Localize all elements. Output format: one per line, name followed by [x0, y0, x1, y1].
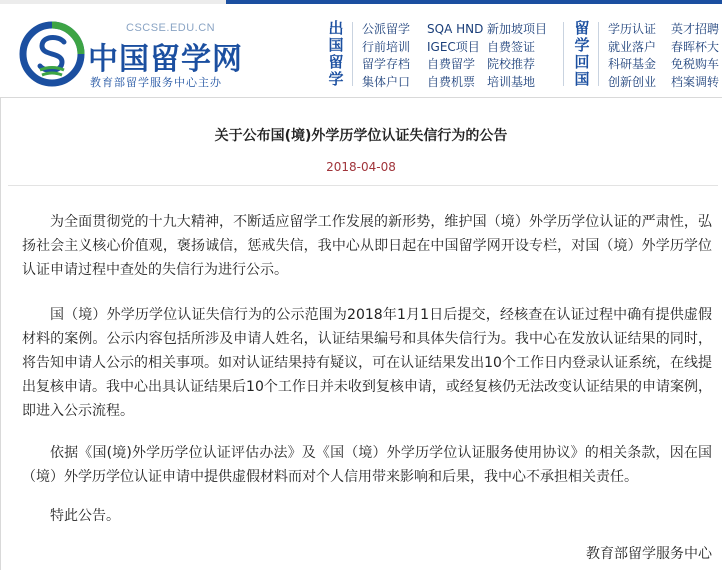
- nav-link-yingcai[interactable]: 英才招聘: [671, 22, 720, 36]
- nav-column: [362, 21, 410, 91]
- article-paragraph: 为全面贯彻党的十九大精神，不断适应留学工作发展的新形势，维护国（境）外学历学位认证的严肃性，弘扬社会主义核心价值观，褒扬诚信，惩戒失信，我中心从即日起在中国留学网开设专栏，对国（境）外学历学位认证申请过程中查处的失信行为进行公示。: [22, 214, 712, 278]
- nav-link-jiuye[interactable]: 就业落户: [608, 39, 657, 54]
- nav-link-chunhui[interactable]: 春晖杯大: [671, 39, 720, 54]
- article-title: 关于公布国(境)外学历学位认证失信行为的公告: [214, 128, 508, 144]
- nav-column: [608, 21, 656, 91]
- article-paragraph: 国（境）外学历学位认证失信行为的公示范围为2018年1月1日后提交，经核查在认证过程中确有提供虚假材料的案例。公示内容包括所涉及申请人姓名，认证结果编号和具体失信行为。我中心在发放认证结果的同时，将告知申请人公示的相关事项。如对认证结果持有疑议，可在认证结果发出10个工作日内登录认证系统，在线提出复核申请。我中心出具认证结果后10个工作日并未收到复核申请，或经复核仍无法改变认证结果的申请案例，即进入公示流程。: [22, 307, 712, 419]
- top-strip-accent: [226, 0, 722, 4]
- top-strip: [0, 0, 722, 4]
- logo-domain: CSCSE.EDU.CN: [126, 22, 216, 34]
- nav-link-qianzheng[interactable]: 自费签证: [487, 39, 536, 54]
- nav-group-title-study-abroad: 出国留学: [328, 19, 344, 88]
- nav-link-xingqian[interactable]: 行前培训: [362, 39, 411, 54]
- site-header: [0, 0, 722, 98]
- nav-link-zifei-liuxue[interactable]: 自费留学: [427, 57, 476, 71]
- article: [0, 98, 722, 570]
- article-signature: 教育部留学服务中心: [586, 546, 712, 562]
- nav-link-gongpai[interactable]: 公派留学: [362, 22, 411, 36]
- article-paragraph: 依据《国(境)外学历学位认证评估办法》及《国（境）外学历学位认证服务使用协议》的相关条款，因在国（境）外学历学位认证申请中提供虚假材料而对个人信用带来影响和后果，我中心不承担相关责任。: [22, 445, 712, 485]
- nav-link-xueli-renzheng[interactable]: 学历认证: [608, 22, 657, 36]
- site-logo[interactable]: [18, 12, 298, 94]
- nav-link-igec[interactable]: IGEC项目: [427, 39, 480, 54]
- nav-link-yuanxiao[interactable]: 院校推荐: [487, 57, 536, 71]
- nav-link-singapore[interactable]: 新加坡项目: [487, 22, 548, 36]
- nav-link-cundang[interactable]: 留学存档: [362, 57, 411, 71]
- nav-column: [487, 21, 547, 91]
- nav-link-peixun[interactable]: 培训基地: [487, 74, 536, 89]
- article-paragraph: 特此公告。: [50, 508, 120, 524]
- nav-column: [671, 21, 719, 91]
- logo-tagline: 教育部留学服务中心主办: [90, 76, 222, 89]
- article-date: 2018-04-08: [326, 160, 396, 174]
- nav-column: [427, 21, 483, 91]
- nav-divider: [598, 22, 599, 86]
- nav-link-chuangye[interactable]: 创新创业: [608, 74, 657, 89]
- nav-link-jipiao[interactable]: 自费机票: [427, 74, 476, 89]
- logo-emblem-icon: [18, 16, 90, 88]
- nav-link-hukou[interactable]: 集体户口: [362, 74, 411, 89]
- nav-group-title-return: 留学回国: [574, 19, 590, 88]
- nav-link-goushe[interactable]: 免税购车: [671, 57, 720, 71]
- nav-link-dangan[interactable]: 档案调转: [671, 74, 720, 89]
- nav-link-jijin[interactable]: 科研基金: [608, 57, 657, 71]
- title-divider: [8, 185, 718, 186]
- nav-divider: [563, 22, 564, 86]
- nav-divider: [352, 22, 353, 86]
- logo-site-name: 中国留学网: [88, 43, 243, 76]
- nav-link-sqa[interactable]: SQA HND: [427, 22, 484, 36]
